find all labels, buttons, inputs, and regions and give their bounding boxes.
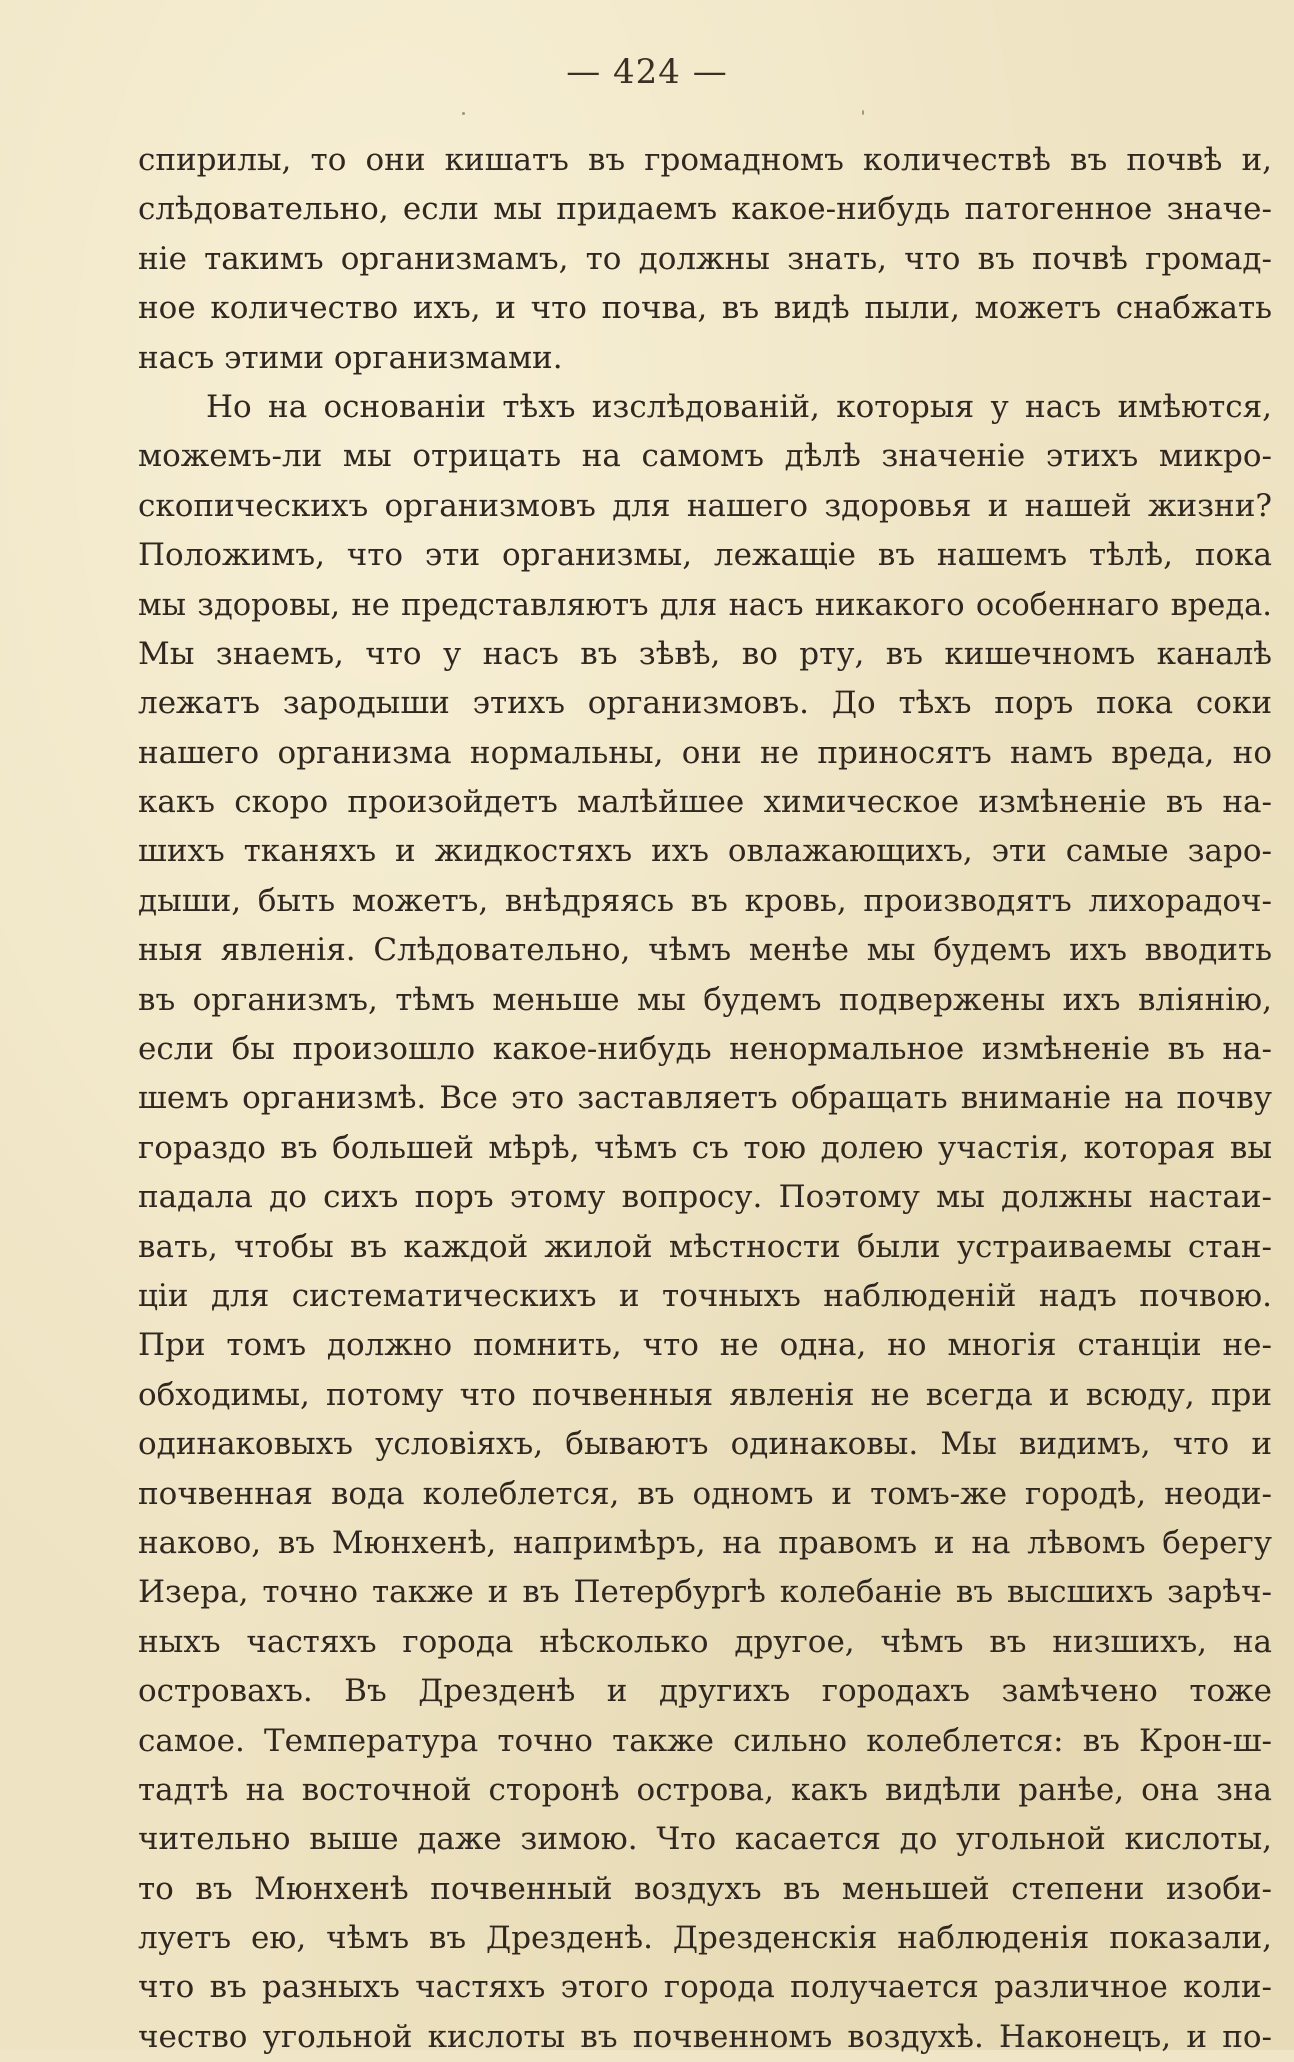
text-line: наково, въ Мюнхенѣ, напримѣръ, на правомъ и на лѣвомъ берегу bbox=[138, 1524, 1272, 1561]
text-line: что въ разныхъ частяхъ этого города получается различное коли- bbox=[138, 1969, 1272, 2006]
text-line: дыши, быть можетъ, внѣдряясь въ кровь, производятъ лихорадоч- bbox=[138, 882, 1272, 919]
text-line: Но на основаніи тѣхъ изслѣдованій, которыя у насъ имѣются, bbox=[206, 388, 1272, 425]
text-line: гораздо въ большей мѣрѣ, чѣмъ съ тою долею участія, которая вы bbox=[138, 1129, 1272, 1166]
text-line: островахъ. Въ Дрезденѣ и другихъ городахъ замѣчено тоже bbox=[138, 1673, 1272, 1710]
text-line: чительно выше даже зимою. Что касается до угольной кислоты, bbox=[138, 1821, 1272, 1858]
text-line: Изера, точно также и въ Петербургѣ колебаніе въ высшихъ зарѣч- bbox=[138, 1574, 1272, 1611]
text-line: одинаковыхъ условіяхъ, бываютъ одинаковы. Мы видимъ, что и bbox=[138, 1426, 1272, 1463]
text-line: падала до сихъ поръ этому вопросу. Поэтому мы должны настаи- bbox=[138, 1179, 1272, 1216]
text-line: ныя явленія. Слѣдовательно, чѣмъ менѣе мы будемъ ихъ вводить bbox=[138, 932, 1272, 969]
text-line: слѣдовательно, если мы придаемъ какое-нибудь патогенное значе- bbox=[138, 191, 1272, 228]
text-line: въ организмъ, тѣмъ меньше мы будемъ подвержены ихъ вліянію, bbox=[138, 981, 1272, 1018]
page-number: — 424 — bbox=[566, 52, 728, 92]
text-line: самое. Температура точно также сильно колеблется: въ Крон-ш- bbox=[138, 1722, 1272, 1759]
text-line: чество угольной кислоты въ почвенномъ воздухѣ. Наконецъ, и по- bbox=[138, 2018, 1272, 2055]
text-line: ное количество ихъ, и что почва, въ видѣ пыли, можетъ снабжать bbox=[138, 290, 1272, 327]
paper-speck bbox=[462, 112, 465, 115]
text-line: скопическихъ организмовъ для нашего здоровья и нашей жизни? bbox=[138, 487, 1272, 524]
text-line: Положимъ, что эти организмы, лежащіе въ нашемъ тѣлѣ, пока bbox=[138, 537, 1272, 574]
text-line: насъ этими организмами. bbox=[138, 339, 563, 376]
text-line: мы здоровы, не представляютъ для насъ никакого особеннаго вреда. bbox=[138, 587, 1272, 623]
text-line: лежатъ зародыши этихъ организмовъ. До тѣхъ поръ пока соки bbox=[138, 685, 1272, 722]
text-line: Мы знаемъ, что у насъ въ зѣвѣ, во рту, въ кишечномъ каналѣ bbox=[138, 635, 1272, 672]
text-line: можемъ-ли мы отрицать на самомъ дѣлѣ значеніе этихъ микро- bbox=[138, 438, 1272, 475]
text-line: ніе такимъ организмамъ, то должны знать, что въ почвѣ громад- bbox=[138, 240, 1272, 277]
text-line: ныхъ частяхъ города нѣсколько другое, чѣмъ въ низшихъ, на bbox=[138, 1623, 1272, 1660]
text-line: какъ скоро произойдетъ малѣйшее химическое измѣненіе въ на- bbox=[138, 784, 1272, 821]
text-line: если бы произошло какое-нибудь ненормальное измѣненіе въ на- bbox=[138, 1031, 1272, 1068]
text-line: обходимы, потому что почвенныя явленія не всегда и всюду, при bbox=[138, 1376, 1272, 1413]
text-line: вать, чтобы въ каждой жилой мѣстности были устраиваемы стан- bbox=[138, 1228, 1272, 1265]
text-line: то въ Мюнхенѣ почвенный воздухъ въ меньшей степени изоби- bbox=[138, 1870, 1272, 1907]
paper-speck bbox=[862, 110, 864, 115]
text-line: шемъ организмѣ. Все это заставляетъ обращать вниманіе на почву bbox=[138, 1080, 1272, 1117]
text-line: шихъ тканяхъ и жидкостяхъ ихъ овлажающихъ, эти самые заро- bbox=[138, 833, 1272, 870]
text-line: тадтѣ на восточной сторонѣ острова, какъ видѣли ранѣе, она зна bbox=[138, 1771, 1272, 1808]
text-line: нашего организма нормальны, они не приносятъ намъ вреда, но bbox=[138, 734, 1272, 771]
body-text bbox=[138, 136, 1272, 2062]
text-line: луетъ ею, чѣмъ въ Дрезденѣ. Дрезденскія наблюденія показали, bbox=[138, 1920, 1272, 1957]
text-line: ціи для систематическихъ и точныхъ наблюденій надъ почвою. bbox=[138, 1277, 1272, 1314]
text-line: спирилы, то они кишатъ въ громадномъ количествѣ въ почвѣ и, bbox=[138, 142, 1272, 178]
text-line: При томъ должно помнить, что не одна, но многія станціи не- bbox=[138, 1327, 1272, 1364]
text-line: почвенная вода колеблется, въ одномъ и томъ-же городѣ, неоди- bbox=[138, 1475, 1272, 1512]
